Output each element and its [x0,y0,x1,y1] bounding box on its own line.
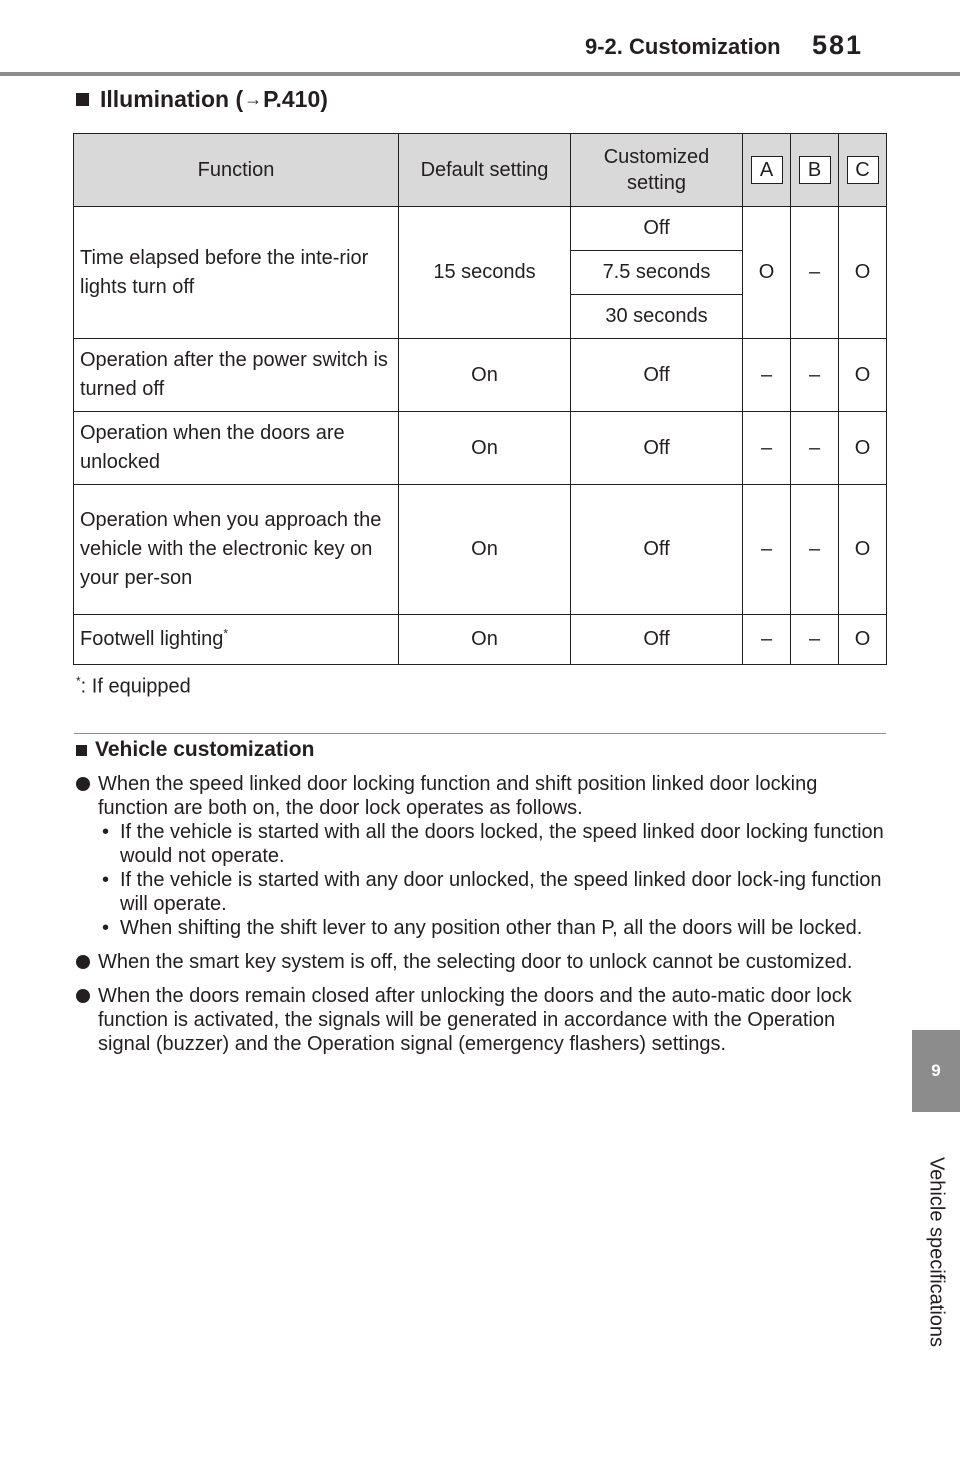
table-row [74,207,887,251]
col-b-cell: – [791,207,839,339]
function-cell: Footwell lighting* [74,615,399,665]
header-col-b: B [791,134,839,207]
function-cell: Operation when you approach the vehicle with the electronic key on your per-son [74,485,399,615]
default-cell: 15 seconds [399,207,571,339]
vehicle-customization-title: Vehicle customization [95,738,315,761]
footnote [76,674,191,699]
customized-cell: Off [571,339,743,412]
footnote-marker: * [76,674,81,688]
customized-cell: Off [571,485,743,615]
table-header-row [74,134,887,207]
table-row [74,339,887,412]
illumination-settings-table [73,133,887,665]
col-c-cell: O [839,207,887,339]
col-c-cell: O [839,412,887,485]
circle-bullet-icon [76,989,90,1003]
col-b-cell: – [791,615,839,665]
header-section-title: 9-2. Customization [585,34,781,59]
option-cell: Off [571,207,743,251]
square-bullet-icon [76,745,87,756]
col-a-cell: – [743,615,791,665]
default-cell: On [399,339,571,412]
circle-bullet-icon [76,955,90,969]
col-a-cell: O [743,207,791,339]
note-item [76,772,888,940]
header-col-c: C [839,134,887,207]
circle-bullet-icon [76,777,90,791]
note-item [76,984,888,1056]
col-c-cell: O [839,615,887,665]
table-row [74,615,887,665]
function-cell: Time elapsed before the inte-rior lights turn off [74,207,399,339]
col-a-cell: – [743,339,791,412]
function-cell: Operation after the power switch is turned off [74,339,399,412]
footnote-marker: * [223,626,229,641]
default-cell: On [399,485,571,615]
section-page-ref[interactable]: P.410) [263,86,328,112]
header-default-setting: Default setting [399,134,571,207]
note-text: When the smart key system is off, the selecting door to unlock cannot be customized. [98,951,853,973]
customization-notes [76,772,888,1066]
default-cell: On [399,412,571,485]
header-rule [0,72,960,76]
col-a-cell: – [743,485,791,615]
section-title: Illumination ( [100,86,244,112]
col-c-cell: O [839,485,887,615]
col-b-cell: – [791,412,839,485]
default-cell: On [399,615,571,665]
note-text: When the speed linked door locking function and shift position linked door locking function are both on, the door lock operates as follows. [98,773,818,819]
option-cell: 30 seconds [571,295,743,339]
note-item [76,950,888,974]
note-text: When the doors remain closed after unlocking the doors and the auto-matic door lock function is activated, the signals will be generated in accordance with the Operation signal (buzzer) and the Operation signal (emergency flashers) settings. [98,985,852,1055]
arrow-icon: → [244,89,263,109]
sub-bullet: • When shifting the shift lever to any position other than P, all the doors will be locked. [102,917,863,939]
option-cell: 7.5 seconds [571,251,743,295]
sub-bullet: • If the vehicle is started with all the doors locked, the speed linked door locking function would not operate. [102,821,884,867]
page-number: 581 [812,30,864,60]
table-row [74,412,887,485]
square-bullet-icon [76,93,89,106]
footnote-text: : If equipped [80,675,191,698]
customized-cell: Off [571,615,743,665]
divider [74,733,886,734]
col-b-cell: – [791,339,839,412]
chapter-tab [912,1030,960,1112]
col-a-cell: – [743,412,791,485]
vehicle-customization-heading [76,738,314,762]
chapter-number: 9 [931,1061,941,1080]
col-c-cell: O [839,339,887,412]
col-b-cell: – [791,485,839,615]
header-customized-setting: Customized setting [571,134,743,207]
chapter-label: Vehicle specifications [925,1156,948,1348]
section-heading [76,86,328,113]
function-cell: Operation when the doors are unlocked [74,412,399,485]
header-function: Function [74,134,399,207]
header-col-a: A [743,134,791,207]
sub-bullet: • If the vehicle is started with any door unlocked, the speed linked door lock-ing function will operate. [102,869,882,915]
table-row [74,485,887,615]
customized-cell: Off [571,412,743,485]
